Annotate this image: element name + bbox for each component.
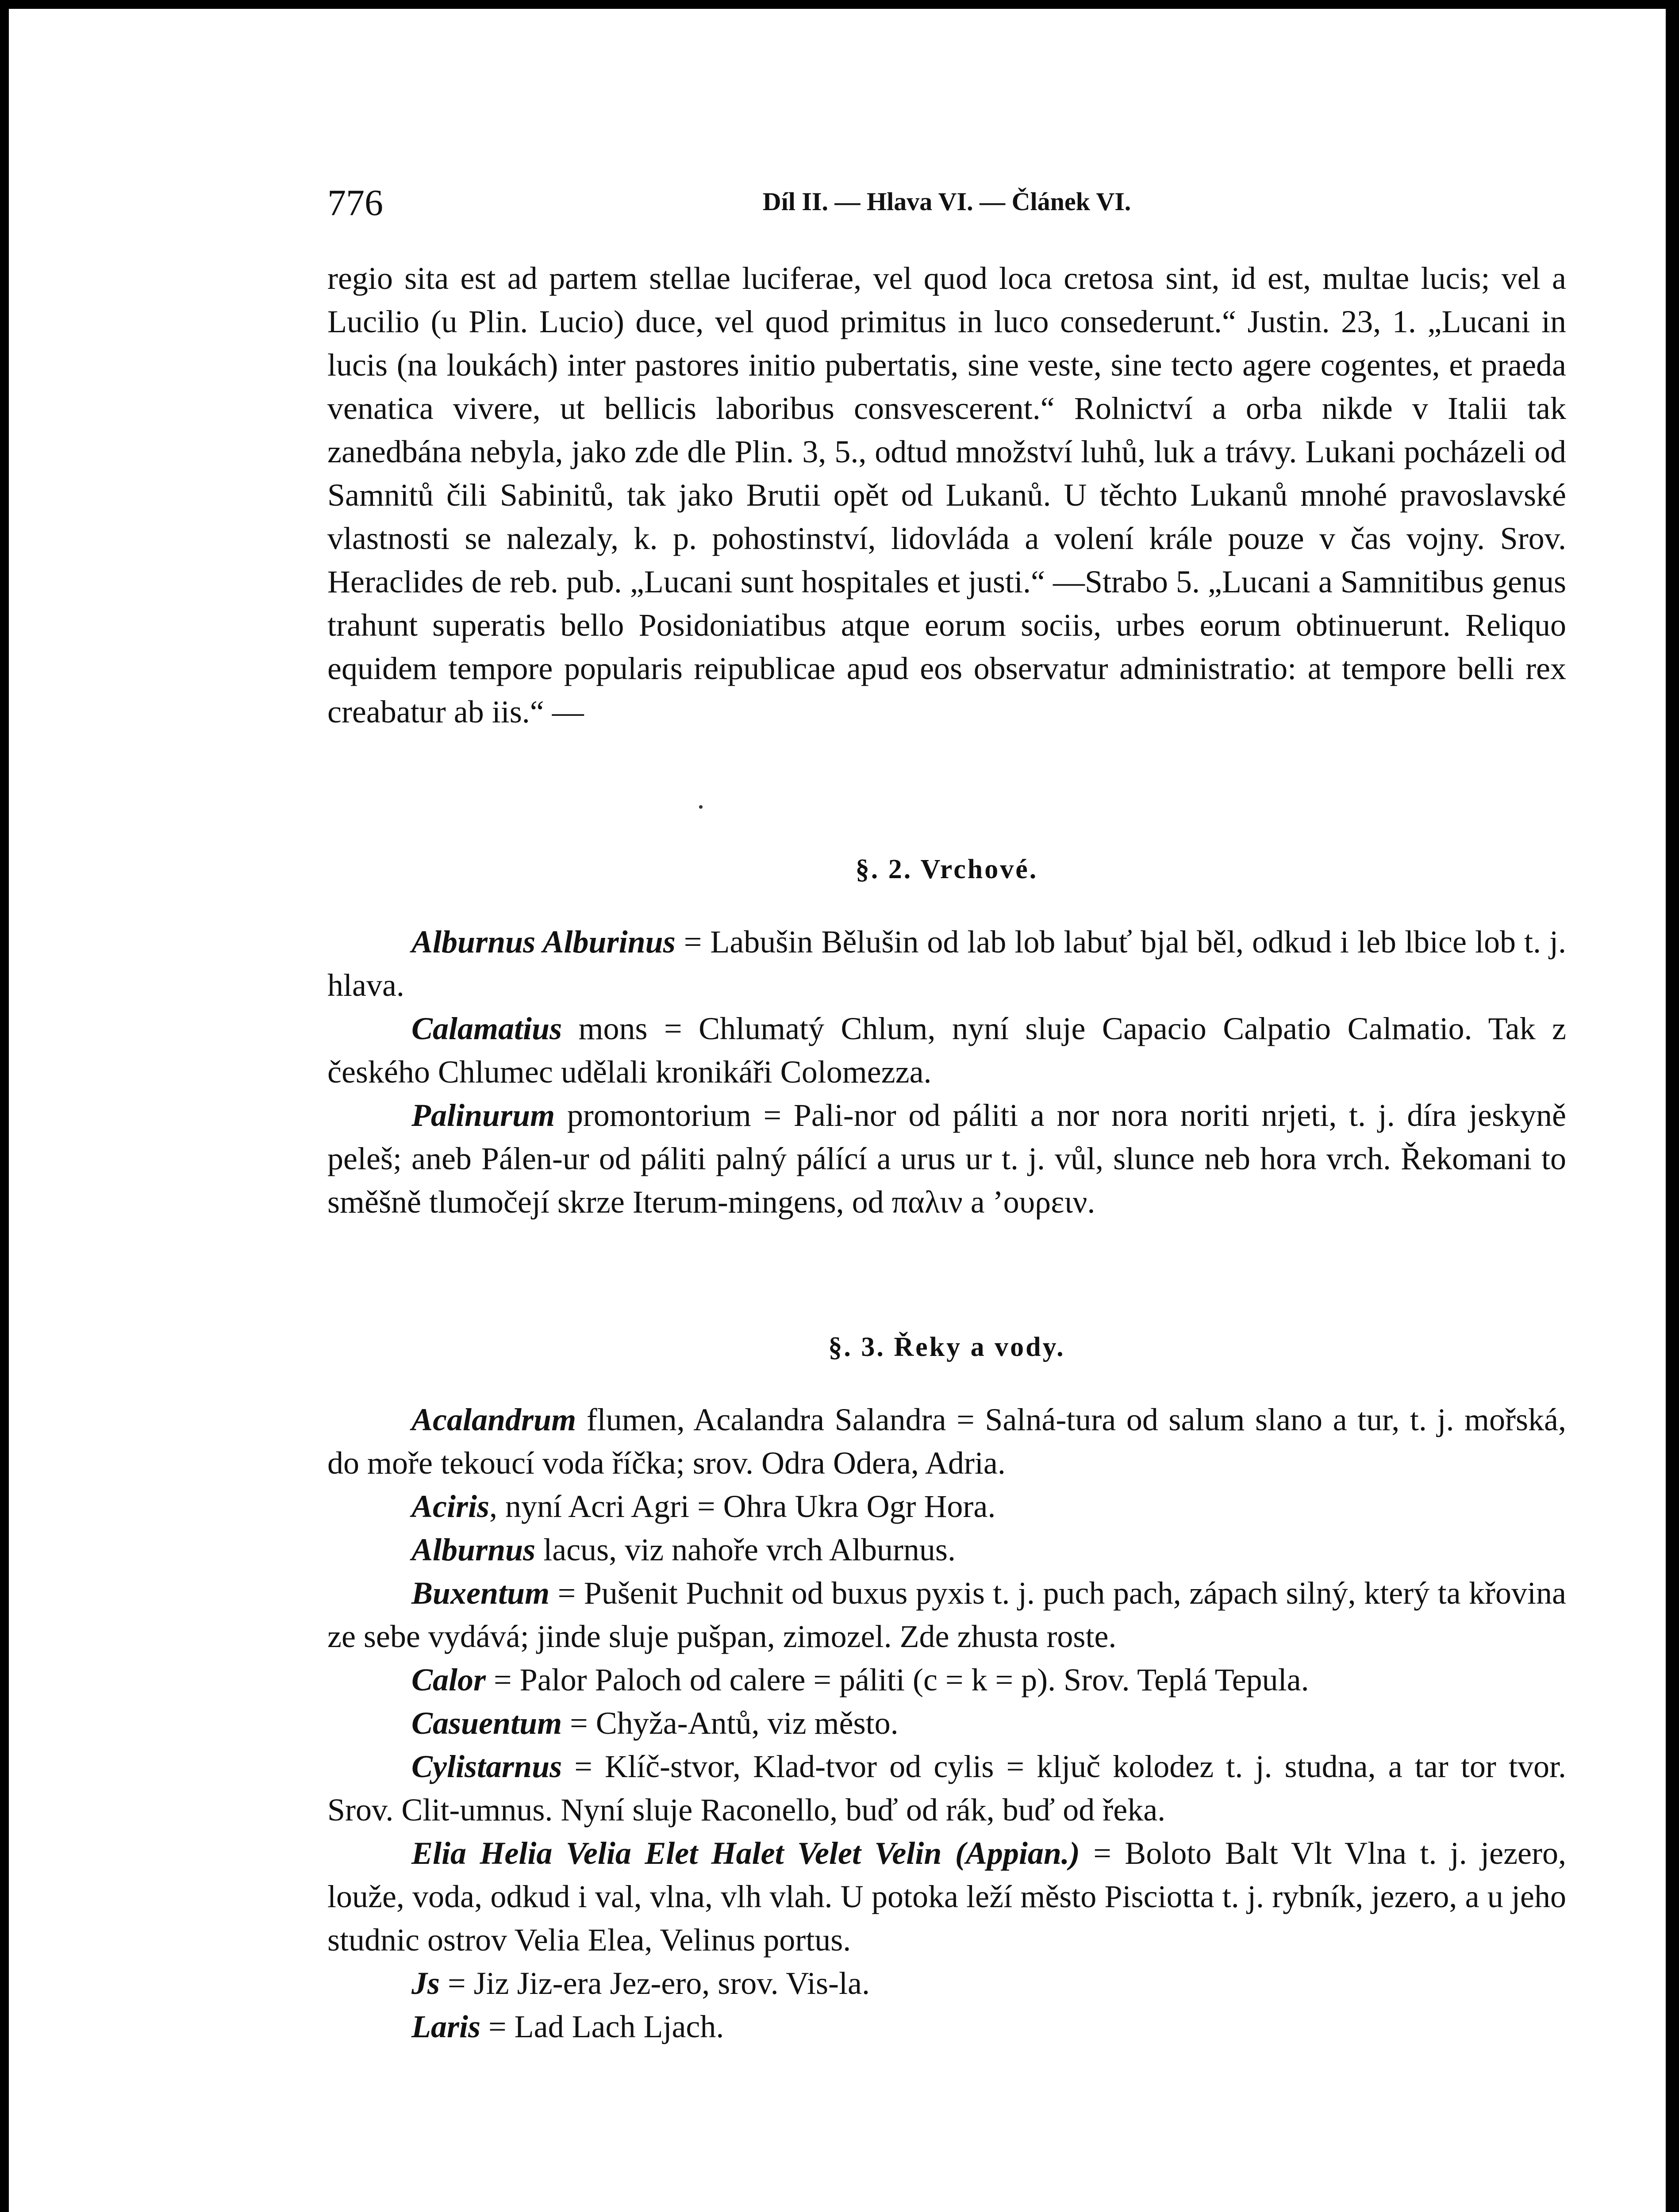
scanned-page xyxy=(9,9,1666,2212)
entry-body: = Labušin Bělušin od lab lob labuť bjal běl, odkud i leb lbice lob t. j. hlava. xyxy=(327,924,1566,1003)
entry-body: , nyní Acri Agri = Ohra Ukra Ogr Hora. xyxy=(489,1489,996,1524)
scan-speck xyxy=(699,805,703,809)
entry-body: flumen, Acalandra Salandra = Salná-tura od salum slano a tur, t. j. mořská, do moře tekoucí voda říčka; srov. Odra Odera, Adria. xyxy=(327,1402,1566,1481)
section-2-entries xyxy=(327,920,1566,1224)
entry-body: = Palor Paloch od calere = páliti (c = k = p). Srov. Teplá Tepula. xyxy=(486,1662,1309,1697)
page-number: 776 xyxy=(327,182,383,223)
intro-paragraph-block xyxy=(327,257,1566,733)
entry-body: = Lad Lach Ljach. xyxy=(480,2009,724,2044)
entry-body: mons = Chlumatý Chlum, nyní sluje Capacio Calpatio Calmatio. Tak z českého Chlumec udělali kronikáři Colomezza. xyxy=(327,1011,1566,1090)
entry-term: Alburnus Alburinus xyxy=(411,924,676,960)
entry-body: = Jiz Jiz-era Jez-ero, srov. Vis-la. xyxy=(440,1966,870,2001)
entry-calor xyxy=(327,1658,1566,1701)
entry-term: Alburnus xyxy=(411,1532,536,1567)
entry-buxentum xyxy=(327,1571,1566,1658)
entry-alburnus-mountain xyxy=(327,920,1566,1007)
entry-body: = Boloto Balt Vlt Vlna t. j. jezero, louže, voda, odkud i val, vlna, vlh vlah. U potoka leží město Pisciotta t. j. rybník, jezero, a u jeho studnic ostrov Velia Elea, Velinus portus. xyxy=(327,1836,1566,1958)
entry-laris xyxy=(327,2005,1566,2048)
entry-alburnus-lake xyxy=(327,1528,1566,1571)
entry-body: promontorium = Pali-nor od páliti a nor nora noriti nrjeti, t. j. díra jeskyně peleš; aneb Pálen-ur od páliti palný pálící a urus ur t. j. vůl, slunce neb hora vrch. Řekomani to směšně tlumočejí skrze Iterum-mingens, od παλιν a ’ουρειν. xyxy=(327,1098,1566,1220)
entry-elia xyxy=(327,1832,1566,1962)
entry-aciris xyxy=(327,1485,1566,1528)
entry-term: Calor xyxy=(411,1662,486,1697)
entry-cylistarnus xyxy=(327,1745,1566,1832)
entry-term: Acalandrum xyxy=(411,1402,576,1437)
entry-term: Casuentum xyxy=(411,1705,562,1741)
entry-term: Aciris xyxy=(411,1489,490,1524)
entry-body: = Pušenit Puchnit od buxus pyxis t. j. puch pach, zápach silný, který ta křovina ze sebe vydává; jinde sluje pušpan, zimozel. Zde zhusta roste. xyxy=(327,1575,1566,1654)
entry-body: = Chyža-Antů, viz město. xyxy=(562,1705,899,1741)
entry-palinurum xyxy=(327,1094,1566,1224)
entry-term: Elia Helia Velia Elet Halet Velet Velin (Appian.) xyxy=(411,1836,1080,1871)
entry-casuentum xyxy=(327,1701,1566,1745)
entry-term: Cylistarnus xyxy=(411,1749,562,1784)
running-head: Díl II. — Hlava VI. — Článek VI. xyxy=(762,187,1131,216)
entry-calamatius xyxy=(327,1007,1566,1094)
entry-term: Calamatius xyxy=(411,1011,562,1046)
section-2-heading: §. 2. Vrchové. xyxy=(855,854,1038,884)
entry-body: = Klíč-stvor, Klad-tvor od cylis = ključ kolodez t. j. studna, a tar tor tvor. Srov. Clit-umnus. Nyní sluje Raconello, buď od rák, buď od řeka. xyxy=(327,1749,1566,1828)
entry-js xyxy=(327,1962,1566,2005)
entry-term: Palinurum xyxy=(411,1098,555,1133)
entry-body: lacus, viz nahoře vrch Alburnus. xyxy=(535,1532,956,1567)
entry-acalandrum xyxy=(327,1398,1566,1485)
entry-term: Js xyxy=(411,1966,440,2001)
entry-term: Buxentum xyxy=(411,1575,550,1611)
intro-paragraph: regio sita est ad partem stellae luciferae, vel quod loca cretosa sint, id est, multae lucis; vel a Lucilio (u Plin. Lucio) duce, vel quod primitus in luco consederunt.“ Justin. 23, 1. „Lucani in lucis (na loukách) inter pastores initio pubertatis, sine veste, sine tecto agere cogentes, et praeda venatica vivere, ut bellicis laboribus consvescerent.“ Rolnictví a orba nikde v Italii tak zanedbána nebyla, jako zde dle Plin. 3, 5., odtud množství luhů, luk a trávy. Lukani pocházeli od Samnitů čili Sabinitů, tak jako Brutii opět od Lukanů. U těchto Lukanů mnohé pravoslavské vlastnosti se nalezaly, k. p. pohostinství, lidovláda a volení krále pouze v čas vojny. Srov. Heraclides de reb. pub. „Lucani sunt hospitales et justi.“ —Strabo 5. „Lucani a Samnitibus genus trahunt superatis bello Posidoniatibus atque eorum sociis, urbes eorum obtinuerunt. Reliquo equidem tempore popularis reipublicae apud eos observatur administratio: at tempore belli rex creabatur ab iis.“ — xyxy=(327,261,1566,730)
section-3-entries xyxy=(327,1398,1566,2048)
section-3-heading: §. 3. Řeky a vody. xyxy=(828,1332,1065,1362)
entry-term: Laris xyxy=(411,2009,481,2044)
